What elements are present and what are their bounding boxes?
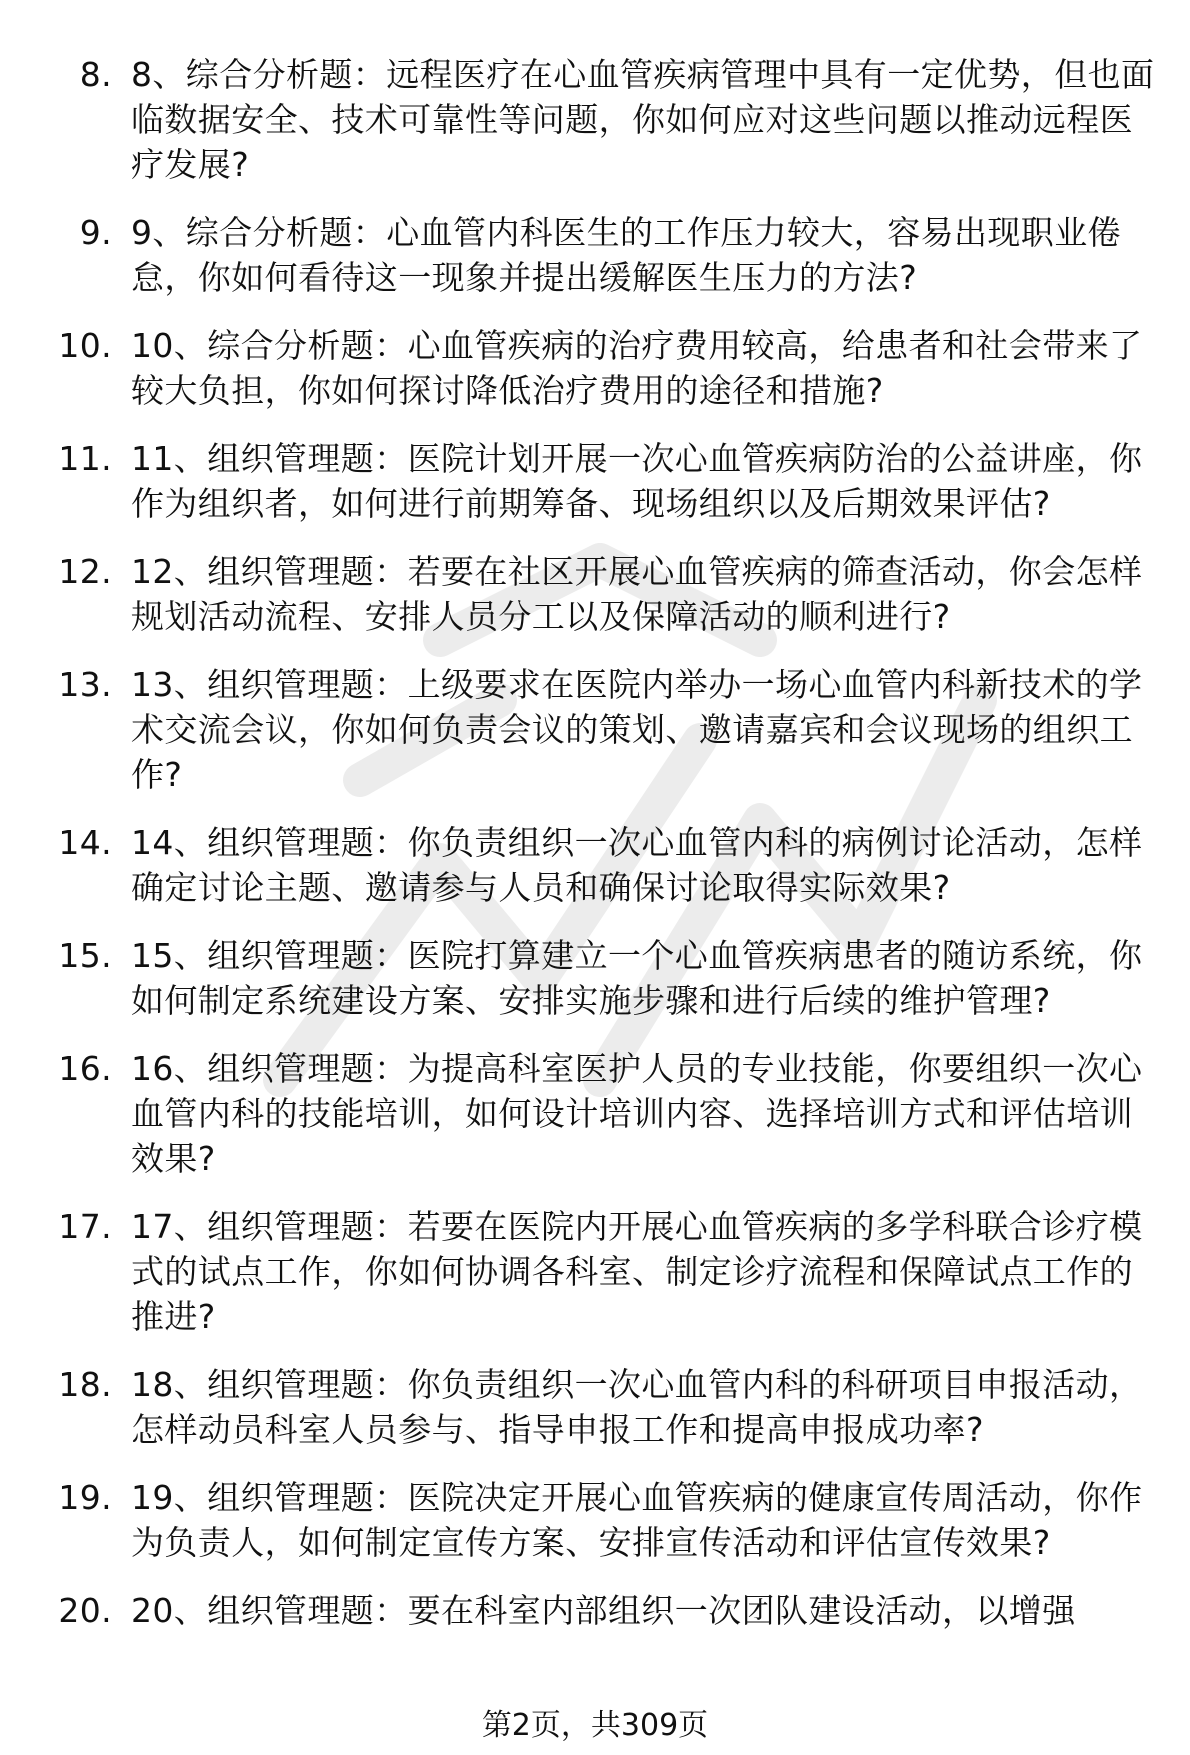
question-text: 12、组织管理题：若要在社区开展心血管疾病的筛查活动，你会怎样规划活动流程、安排人员分工以及保障活动的顺利进行?	[131, 552, 1143, 636]
question-text: 15、组织管理题：医院打算建立一个心血管疾病患者的随访系统，你如何制定系统建设方案、安排实施步骤和进行后续的维护管理?	[131, 936, 1143, 1020]
question-item	[0, 436, 1190, 526]
question-item	[0, 933, 1190, 1023]
question-text: 10、综合分析题：心血管疾病的治疗费用较高，给患者和社会带来了较大负担，你如何探讨降低治疗费用的途径和措施?	[131, 326, 1143, 410]
question-text: 16、组织管理题：为提高科室医护人员的专业技能，你要组织一次心血管内科的技能培训，如何设计培训内容、选择培训方式和评估培训效果?	[131, 1049, 1143, 1178]
question-text: 11、组织管理题：医院计划开展一次心血管疾病防治的公益讲座，你作为组织者，如何进行前期筹备、现场组织以及后期效果评估?	[131, 439, 1143, 523]
question-item	[0, 1475, 1190, 1565]
question-text: 17、组织管理题：若要在医院内开展心血管疾病的多学科联合诊疗模式的试点工作，你如何协调各科室、制定诊疗流程和保障试点工作的推进?	[131, 1207, 1143, 1336]
question-number: 14.	[58, 823, 112, 862]
question-number: 13.	[58, 665, 112, 704]
question-number: 12.	[58, 552, 112, 591]
question-number: 18.	[58, 1365, 112, 1404]
question-number: 17.	[58, 1207, 112, 1246]
question-number: 10.	[58, 326, 112, 365]
question-item	[0, 52, 1190, 187]
question-text: 8、综合分析题：远程医疗在心血管疾病管理中具有一定优势，但也面临数据安全、技术可靠性等问题，你如何应对这些问题以推动远程医疗发展?	[131, 55, 1155, 184]
question-text: 13、组织管理题：上级要求在医院内举办一场心血管内科新技术的学术交流会议，你如何负责会议的策划、邀请嘉宾和会议现场的组织工作?	[131, 665, 1143, 794]
question-number: 11.	[58, 439, 112, 478]
question-item	[0, 323, 1190, 413]
question-number: 15.	[58, 936, 112, 975]
question-item	[0, 662, 1190, 797]
question-item	[0, 1362, 1190, 1452]
question-text: 19、组织管理题：医院决定开展心血管疾病的健康宣传周活动，你作为负责人，如何制定宣传方案、安排宣传活动和评估宣传效果?	[131, 1478, 1143, 1562]
question-text: 18、组织管理题：你负责组织一次心血管内科的科研项目申报活动，怎样动员科室人员参与、指导申报工作和提高申报成功率?	[131, 1365, 1143, 1449]
question-number: 20.	[58, 1591, 112, 1630]
page-indicator: 第2页，共309页	[481, 1708, 709, 1743]
question-number: 19.	[58, 1478, 112, 1517]
question-number: 9.	[79, 213, 112, 252]
question-text: 20、组织管理题：要在科室内部组织一次团队建设活动，以增强	[131, 1591, 1076, 1630]
question-number: 8.	[79, 55, 112, 94]
question-item	[0, 1046, 1190, 1181]
question-item	[0, 820, 1190, 910]
question-text: 9、综合分析题：心血管内科医生的工作压力较大，容易出现职业倦怠，你如何看待这一现象并提出缓解医生压力的方法?	[131, 213, 1121, 297]
question-item	[0, 549, 1190, 639]
question-item	[0, 1204, 1190, 1339]
question-text: 14、组织管理题：你负责组织一次心血管内科的病例讨论活动，怎样确定讨论主题、邀请参与人员和确保讨论取得实际效果?	[131, 823, 1143, 907]
question-item	[0, 210, 1190, 300]
question-number: 16.	[58, 1049, 112, 1088]
question-list	[0, 52, 1190, 1656]
question-item	[0, 1588, 1190, 1633]
